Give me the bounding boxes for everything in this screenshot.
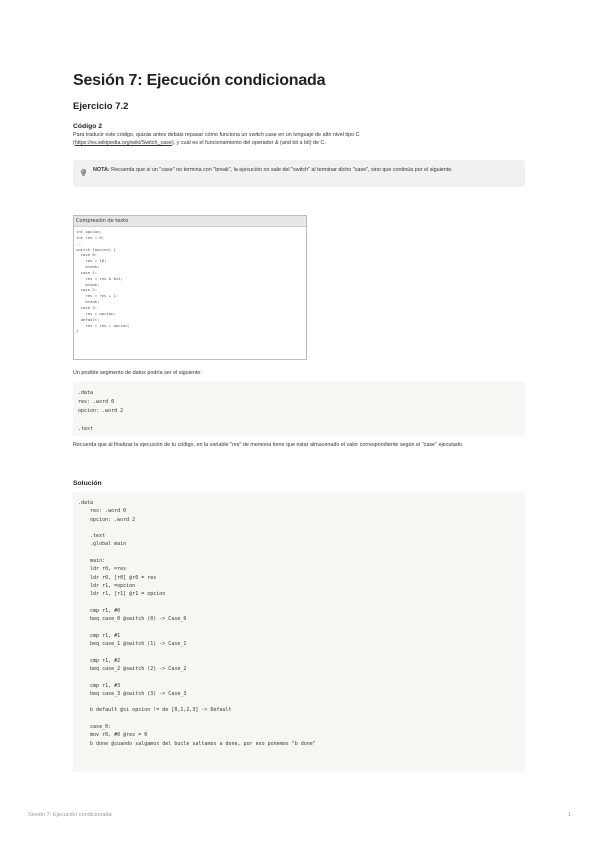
- data-segment-code: .data res: .word 0 opcion: .word 2 .text: [78, 390, 124, 432]
- screenshot-code: int opcion; int res = 0; ... switch (opcion) { case 0: res = 10; break; case 1: res = res & 0x1; break; case 2: res = res + 1; break; case 3: res = opcion; default: res = res + opcion; }: [76, 229, 130, 334]
- intro-paren: (: [73, 140, 75, 147]
- intro-emphasis: switch case: [248, 132, 277, 138]
- intro-text-3: ), y cuál es el funcionamiento del operador & (and bit a bit) de C.: [171, 140, 326, 147]
- switch-case-link[interactable]: https://es.wikipedia.org/wiki/Switch_case: [74, 140, 172, 147]
- code-screenshot: [73, 215, 307, 360]
- intro-text-2: en un lenguaje de alto nivel tipo C: [276, 132, 360, 138]
- intro-paragraph: [73, 131, 521, 147]
- page-title: Sesión 7: Ejecución condicionada: [73, 72, 326, 89]
- data-segment-intro: Un posible segmento de datos podría ser el siguiente:: [73, 370, 202, 376]
- intro-text-1: Para traducir este código, quizás antes debáis repasar cómo funciona un: [73, 132, 249, 138]
- footer-title: Sesión 7: Ejecución condicionada: [28, 812, 112, 818]
- solution-heading: Solución: [73, 480, 102, 487]
- screenshot-title: Compresión de texto: [74, 216, 306, 227]
- note-body: Recuerda que si un "case" no termina con "break", la ejecución no sale del "switch" al terminar dicho "case", sino que continúa por el siguiente.: [109, 167, 453, 173]
- exercise-heading: Ejercicio 7.2: [73, 101, 129, 112]
- note-label: NOTA:: [93, 167, 110, 173]
- code-heading: Código 2: [73, 123, 103, 130]
- solution-codeblock: [73, 492, 525, 772]
- lightbulb-icon: [79, 168, 88, 177]
- reminder-paragraph: Recuerda que al finalizar la ejecución de tu código, en la variable "res" de memoria tiene que estar almacenado el valor correspondiente según el "case" ejecutado.: [73, 442, 464, 448]
- footer-page-number: 1: [568, 812, 572, 818]
- data-segment-codeblock: [73, 382, 525, 436]
- note-text: [93, 166, 518, 174]
- solution-code: .data res: .word 0 opcion: .word 2 .text .global main main: ldr r0, =res ldr r0, [r0] @r0 = res ldr r1, =opcion ldr r1, [r1] @r1 = opcion cmp r1, #0 beq case_0 @switch (0) -> Case_0 cmp r1, #1 beq case_1 @switch (1) -> Case_1 cmp r1, #2 beq case_2 @switch (2) -> Case_2 cmp r1, #3 beq case_3 @switch (3) -> Case_3 b default @si opcion != de [0,1,2,3] -> Default case_0: mov r0, #0 @res = 0 b done @cuando salgamos del bucle saltamos a done, por eso ponemos "b done": [78, 500, 316, 747]
- note-callout: [73, 160, 525, 187]
